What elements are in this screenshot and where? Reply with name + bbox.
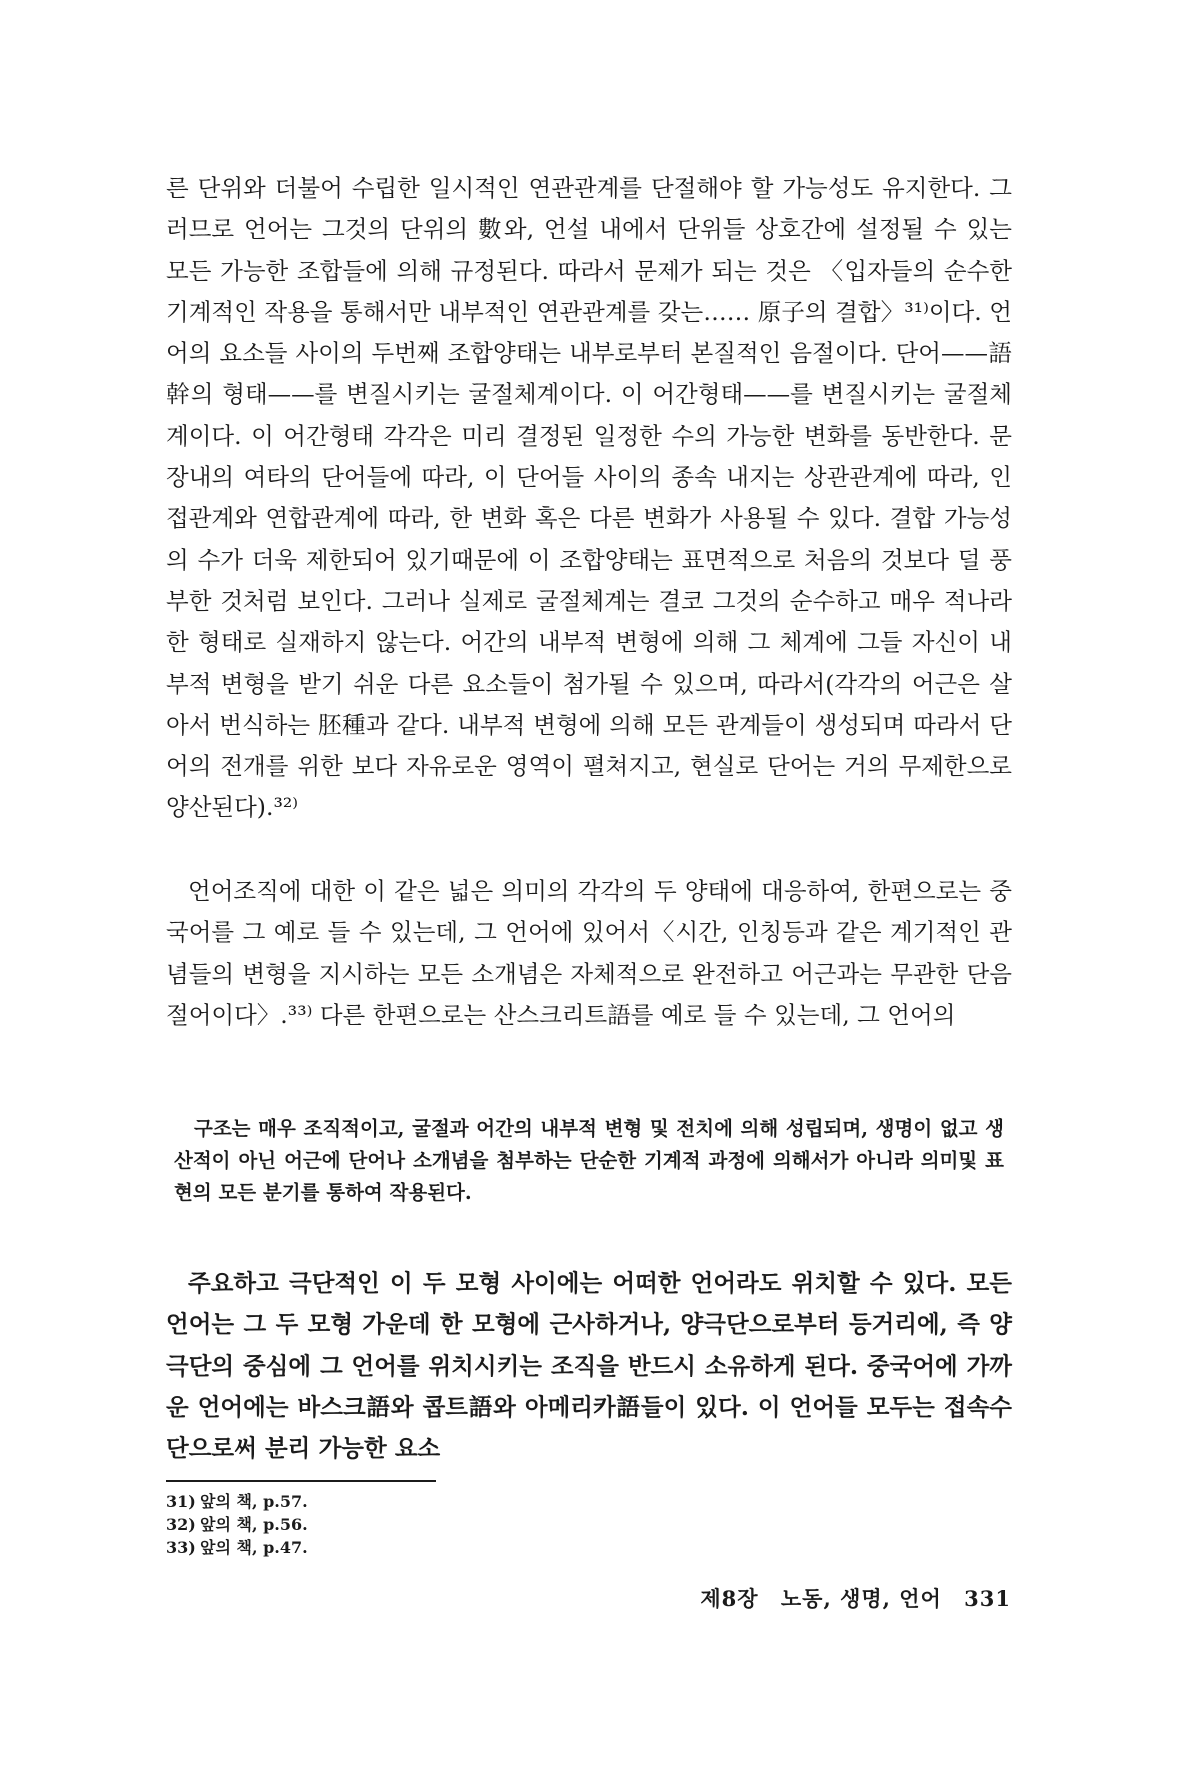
body-paragraph-3: 주요하고 극단적인 이 두 모형 사이에는 어떠한 언어라도 위치할 수 있다. 모든 언어는 그 두 모형 가운데 한 모형에 근사하거나, 양극단으로부터 등거리에, 즉 양극단의 중심에 그 언어를 위치시키는 조직을 반드시 소유하게 된다. 중국어에 가까운 언어에는 바스크語와 콥트語와 아메리카語들이 있다. 이 언어들 모두는 접속수단으로써 분리 가능한 요소 — [166, 1269, 1012, 1463]
footnote-divider — [166, 1480, 436, 1482]
page-number: 331 — [964, 1586, 1011, 1611]
footnote-number: 31) — [166, 1492, 196, 1511]
footnote-text: 앞의 책, p.56. — [200, 1515, 308, 1534]
footnote-number: 33) — [166, 1538, 196, 1557]
footnotes — [166, 1490, 308, 1559]
footnote-33 — [166, 1536, 308, 1559]
body-paragraph-2: 언어조직에 대한 이 같은 넓은 의미의 각각의 두 양태에 대응하여, 한편으로는 중국어를 그 예로 들 수 있는데, 그 언어에 있어서〈시간, 인칭등과 같은 계기적인 관념들의 변형을 지시하는 모든 소개념은 자체적으로 완전하고 어근과는 무관한 단음절어이다〉.³³⁾ 다른 한편으로는 산스크리트語를 예로 들 수 있는데, 그 언어의 — [166, 877, 1012, 1029]
running-footer — [700, 1583, 1011, 1613]
footnote-31 — [166, 1490, 308, 1513]
body-paragraph-1: 른 단위와 더불어 수립한 일시적인 연관관계를 단절해야 할 가능성도 유지한다. 그러므로 언어는 그것의 단위의 數와, 언설 내에서 단위들 상호간에 설정될 수 있는 모든 가능한 조합들에 의해 규정된다. 따라서 문제가 되는 것은 〈입자들의 순수한 기계적인 작용을 통해서만 내부적인 연관관계를 갖는…… 原子의 결합〉³¹⁾이다. 언어의 요소들 사이의 두번째 조합양태는 내부로부터 본질적인 음절이다. 단어——語幹의 형태——를 변질시키는 굴절체계이다. 이 어간형태——를 변질시키는 굴절체계이다. 이 어간형태 각각은 미리 결정된 일정한 수의 가능한 변화를 동반한다. 문장내의 여타의 단어들에 따라, 이 단어들 사이의 종속 내지는 상관관계에 따라, 인접관계와 연합관계에 따라, 한 변화 혹은 다른 변화가 사용될 수 있다. 결합 가능성의 수가 더욱 제한되어 있기때문에 이 조합양태는 표면적으로 처음의 것보다 덜 풍부한 것처럼 보인다. 그러나 실제로 굴절체계는 결코 그것의 순수하고 매우 적나라한 형태로 실재하지 않는다. 어간의 내부적 변형에 의해 그 체계에 그들 자신이 내부적 변형을 받기 쉬운 다른 요소들이 첨가될 수 있으며, 따라서(각각의 어근은 살아서 번식하는 胚種과 같다. 내부적 변형에 의해 모든 관계들이 생성되며 따라서 단어의 전개를 위한 보다 자유로운 영역이 펼쳐지고, 현실로 단어는 거의 무제한으로 양산된다).³²⁾ — [166, 174, 1012, 822]
footnote-number: 32) — [166, 1515, 196, 1534]
chapter-title: 노동, 생명, 언어 — [780, 1586, 942, 1611]
footnote-text: 앞의 책, p.57. — [200, 1492, 308, 1511]
footnote-32 — [166, 1513, 308, 1536]
block-quote: 구조는 매우 조직적이고, 굴절과 어간의 내부적 변형 및 전치에 의해 성립되며, 생명이 없고 생산적이 아닌 어근에 단어나 소개념을 첨부하는 단순한 기계적 과정에 의해서가 아니라 의미및 표현의 모든 분기를 통하여 작용된다. — [174, 1117, 1004, 1204]
footnote-text: 앞의 책, p.47. — [200, 1538, 308, 1557]
chapter-label: 제8장 — [700, 1586, 759, 1611]
